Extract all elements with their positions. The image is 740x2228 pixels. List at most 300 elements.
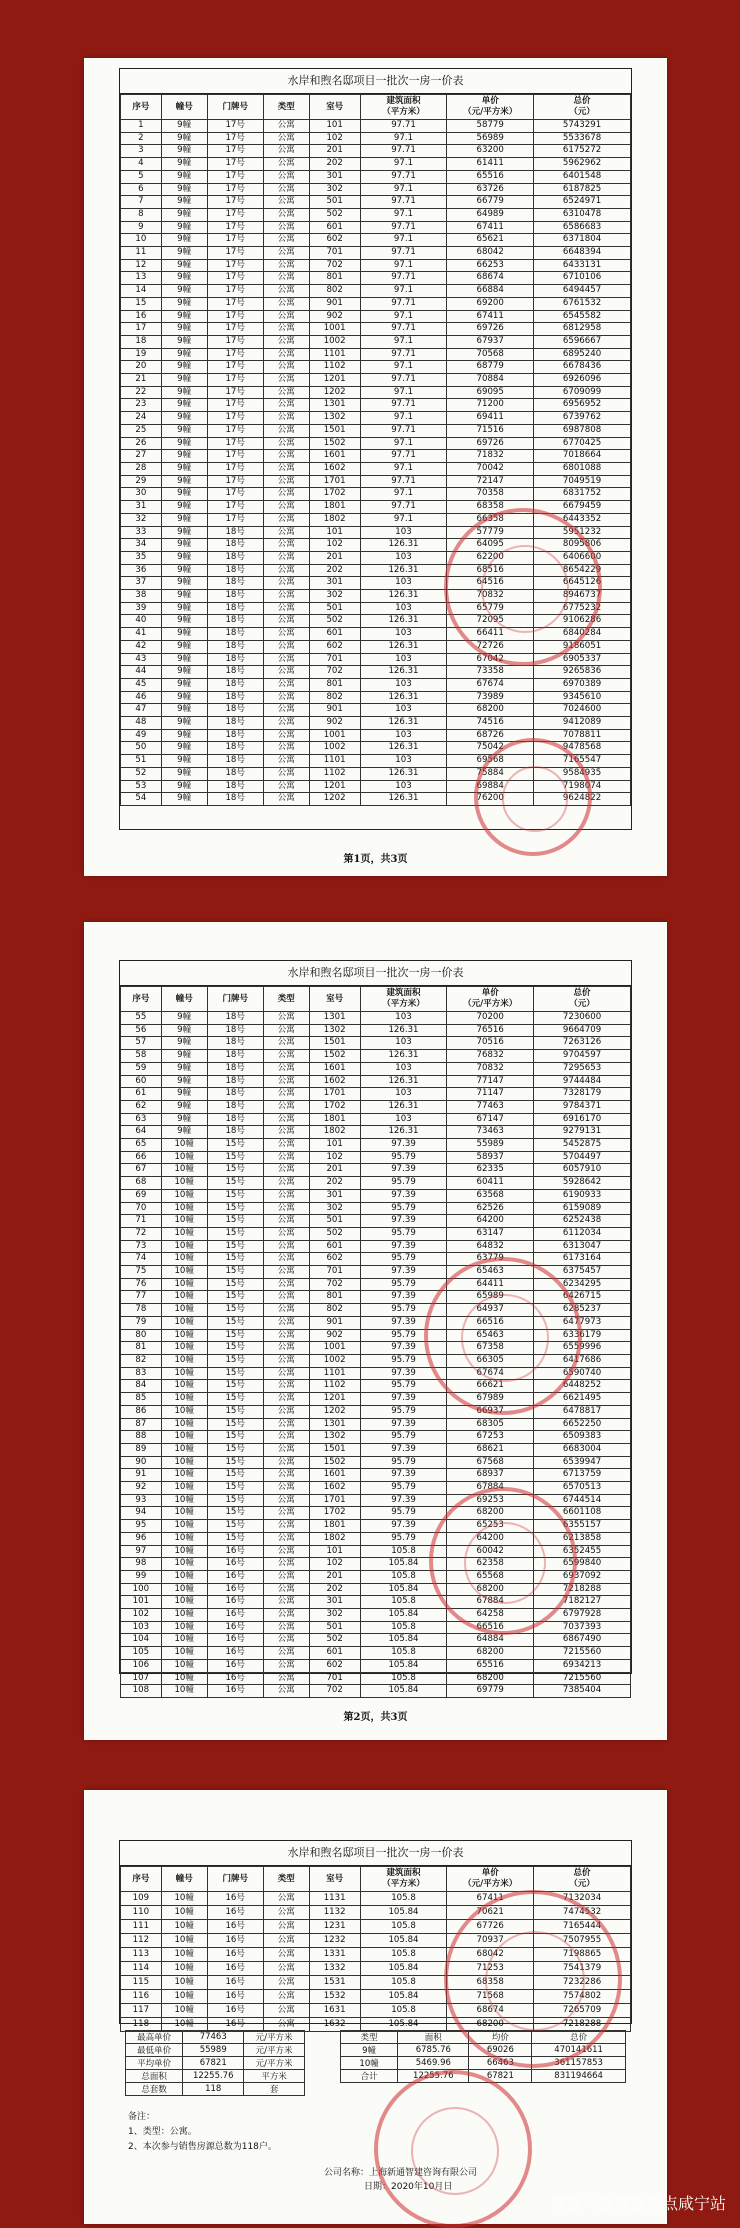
table-cell: 64200 bbox=[447, 1215, 534, 1228]
table-cell: 78 bbox=[120, 1304, 161, 1317]
table-cell: 67726 bbox=[447, 1920, 534, 1934]
table-cell: 15号 bbox=[207, 1367, 263, 1380]
table-cell: 97.39 bbox=[360, 1189, 447, 1202]
table-cell: 1302 bbox=[309, 1431, 360, 1444]
table-cell: 95.79 bbox=[360, 1354, 447, 1367]
table-cell: 105.8 bbox=[360, 1892, 447, 1906]
table-cell: 10幢 bbox=[161, 1920, 207, 1934]
table-cell: 1802 bbox=[309, 1126, 360, 1139]
summary-row bbox=[126, 2031, 305, 2044]
table-cell: 17号 bbox=[207, 297, 263, 310]
table-cell: 201 bbox=[309, 145, 360, 158]
table-cell: 502 bbox=[309, 208, 360, 221]
table-cell: 9幢 bbox=[161, 1075, 207, 1088]
table-row bbox=[120, 437, 630, 450]
table-cell: 34 bbox=[120, 539, 161, 552]
table-cell: 97.71 bbox=[360, 221, 447, 234]
table-cell: 602 bbox=[309, 234, 360, 247]
table-cell: 97.1 bbox=[360, 335, 447, 348]
table-cell: 105.8 bbox=[360, 1948, 447, 1962]
table-cell: 1502 bbox=[309, 437, 360, 450]
table-cell: 7018664 bbox=[534, 450, 631, 463]
table-cell: 103 bbox=[360, 678, 447, 691]
table-cell: 18号 bbox=[207, 691, 263, 704]
table-cell: 105.84 bbox=[360, 1558, 447, 1571]
column-header: 门牌号 bbox=[207, 95, 263, 120]
table-cell: 15号 bbox=[207, 1469, 263, 1482]
table-cell: 601 bbox=[309, 1240, 360, 1253]
table-row bbox=[120, 132, 630, 145]
table-row bbox=[120, 742, 630, 755]
table-cell: 64989 bbox=[447, 208, 534, 221]
table-header-row bbox=[120, 95, 630, 120]
table-cell: 9幢 bbox=[161, 564, 207, 577]
table-cell: 公寓 bbox=[263, 247, 309, 260]
summary-row bbox=[126, 2070, 305, 2083]
table-cell: 93 bbox=[120, 1494, 161, 1507]
table-cell: 79 bbox=[120, 1316, 161, 1329]
table-cell: 50 bbox=[120, 742, 161, 755]
table-cell: 9186051 bbox=[534, 640, 631, 653]
table-cell: 126.31 bbox=[360, 691, 447, 704]
table-cell: 公寓 bbox=[263, 755, 309, 768]
table-cell: 9幢 bbox=[161, 551, 207, 564]
table-cell: 74516 bbox=[447, 717, 534, 730]
table-cell: 1201 bbox=[309, 374, 360, 387]
table-cell: 10幢 bbox=[161, 1151, 207, 1164]
table-cell: 5962962 bbox=[534, 158, 631, 171]
table-cell: 97.39 bbox=[360, 1443, 447, 1456]
page-footer: 第2页，共3页 bbox=[343, 1712, 408, 1723]
table-cell: 302 bbox=[309, 1609, 360, 1622]
table-cell: 1301 bbox=[309, 399, 360, 412]
table-cell: 69779 bbox=[447, 1685, 534, 1698]
table-cell: 126.31 bbox=[360, 640, 447, 653]
table-cell: 17号 bbox=[207, 361, 263, 374]
table-cell: 902 bbox=[309, 717, 360, 730]
table-cell: 95.79 bbox=[360, 1532, 447, 1545]
summary-left-table bbox=[125, 2030, 305, 2096]
table-row bbox=[120, 501, 630, 514]
table-cell: 902 bbox=[309, 310, 360, 323]
table-cell: 75042 bbox=[447, 742, 534, 755]
table-row bbox=[120, 145, 630, 158]
table-cell: 105.8 bbox=[360, 1976, 447, 1990]
table-row bbox=[120, 1024, 630, 1037]
table-cell: 68516 bbox=[447, 564, 534, 577]
table-cell: 15号 bbox=[207, 1380, 263, 1393]
table-cell: 126.31 bbox=[360, 666, 447, 679]
column-header: 序号 bbox=[120, 987, 161, 1012]
table-cell: 7215560 bbox=[534, 1672, 631, 1685]
table-row bbox=[120, 767, 630, 780]
table-cell: 9幢 bbox=[161, 1024, 207, 1037]
table-cell: 17号 bbox=[207, 183, 263, 196]
table-cell: 97.71 bbox=[360, 323, 447, 336]
table-cell: 17号 bbox=[207, 437, 263, 450]
table-cell: 103 bbox=[360, 1037, 447, 1050]
table-row bbox=[120, 1113, 630, 1126]
table-cell: 62200 bbox=[447, 551, 534, 564]
table-cell: 601 bbox=[309, 221, 360, 234]
table-cell: 27 bbox=[120, 450, 161, 463]
table-row bbox=[120, 221, 630, 234]
table-cell: 66358 bbox=[447, 513, 534, 526]
table-cell: 126.31 bbox=[360, 539, 447, 552]
summary-cell: 9幢 bbox=[341, 2044, 398, 2057]
table-cell: 18号 bbox=[207, 539, 263, 552]
table-cell: 9664709 bbox=[534, 1024, 631, 1037]
table-cell: 24 bbox=[120, 412, 161, 425]
table-cell: 公寓 bbox=[263, 132, 309, 145]
table-cell: 18号 bbox=[207, 1100, 263, 1113]
table-cell: 66884 bbox=[447, 285, 534, 298]
table-row bbox=[120, 1088, 630, 1101]
table-cell: 801 bbox=[309, 272, 360, 285]
table-cell: 17号 bbox=[207, 285, 263, 298]
document-title: 水岸和煦名邸项目一批次一房一价表 bbox=[120, 69, 631, 94]
table-cell: 105.84 bbox=[360, 1906, 447, 1920]
table-cell: 105.84 bbox=[360, 1609, 447, 1622]
table-cell: 1701 bbox=[309, 1088, 360, 1101]
table-cell: 公寓 bbox=[263, 1126, 309, 1139]
table-row bbox=[120, 1126, 630, 1139]
table-cell: 71147 bbox=[447, 1088, 534, 1101]
table-row bbox=[120, 1976, 630, 1990]
table-cell: 7574802 bbox=[534, 1990, 631, 2004]
table-cell: 9幢 bbox=[161, 450, 207, 463]
table-row bbox=[120, 475, 630, 488]
table-cell: 301 bbox=[309, 1596, 360, 1609]
table-cell: 102 bbox=[309, 1558, 360, 1571]
table-cell: 公寓 bbox=[263, 1354, 309, 1367]
table-row bbox=[120, 1164, 630, 1177]
table-cell: 15号 bbox=[207, 1304, 263, 1317]
column-header: 总价 （元） bbox=[534, 95, 631, 120]
table-cell: 62 bbox=[120, 1100, 161, 1113]
table-cell: 26 bbox=[120, 437, 161, 450]
column-header: 类型 bbox=[263, 987, 309, 1012]
table-cell: 10幢 bbox=[161, 1278, 207, 1291]
table-cell: 公寓 bbox=[263, 196, 309, 209]
table-cell: 9784371 bbox=[534, 1100, 631, 1113]
table-cell: 10幢 bbox=[161, 1634, 207, 1647]
table-cell: 103 bbox=[360, 653, 447, 666]
table-cell: 6187825 bbox=[534, 183, 631, 196]
table-cell: 105.84 bbox=[360, 1659, 447, 1672]
table-cell: 73 bbox=[120, 1240, 161, 1253]
table-cell: 52 bbox=[120, 767, 161, 780]
table-cell: 1332 bbox=[309, 1962, 360, 1976]
table-cell: 6477973 bbox=[534, 1316, 631, 1329]
table-cell: 97.39 bbox=[360, 1367, 447, 1380]
table-cell: 31 bbox=[120, 501, 161, 514]
table-cell: 10幢 bbox=[161, 1354, 207, 1367]
table-cell: 97.1 bbox=[360, 310, 447, 323]
column-header: 室号 bbox=[309, 95, 360, 120]
table-cell: 10幢 bbox=[161, 1532, 207, 1545]
table-cell: 65779 bbox=[447, 602, 534, 615]
table-row bbox=[120, 1583, 630, 1596]
table-cell: 29 bbox=[120, 475, 161, 488]
table-cell: 公寓 bbox=[263, 1545, 309, 1558]
table-cell: 10幢 bbox=[161, 1316, 207, 1329]
table-cell: 公寓 bbox=[263, 386, 309, 399]
table-cell: 96 bbox=[120, 1532, 161, 1545]
table-cell: 101 bbox=[309, 1139, 360, 1152]
table-cell: 97.71 bbox=[360, 424, 447, 437]
table-cell: 66516 bbox=[447, 1621, 534, 1634]
table-cell: 105.84 bbox=[360, 2018, 447, 2032]
table-cell: 103 bbox=[360, 704, 447, 717]
table-cell: 302 bbox=[309, 590, 360, 603]
table-cell: 106 bbox=[120, 1659, 161, 1672]
table-cell: 9幢 bbox=[161, 272, 207, 285]
table-cell: 15号 bbox=[207, 1227, 263, 1240]
table-cell: 公寓 bbox=[263, 767, 309, 780]
table-cell: 18号 bbox=[207, 755, 263, 768]
table-row bbox=[120, 386, 630, 399]
table-cell: 1302 bbox=[309, 412, 360, 425]
table-cell: 9279131 bbox=[534, 1126, 631, 1139]
table-cell: 701 bbox=[309, 1266, 360, 1279]
table-cell: 15号 bbox=[207, 1202, 263, 1215]
table-cell: 18号 bbox=[207, 564, 263, 577]
table-cell: 10幢 bbox=[161, 1647, 207, 1660]
table-cell: 10幢 bbox=[161, 1202, 207, 1215]
table-cell: 18号 bbox=[207, 628, 263, 641]
table-cell: 64258 bbox=[447, 1609, 534, 1622]
table-cell: 95.79 bbox=[360, 1304, 447, 1317]
table-cell: 18号 bbox=[207, 602, 263, 615]
table-cell: 1101 bbox=[309, 1367, 360, 1380]
table-cell: 67411 bbox=[447, 1892, 534, 1906]
table-cell: 105.84 bbox=[360, 1634, 447, 1647]
table-cell: 6159089 bbox=[534, 1202, 631, 1215]
table-cell: 公寓 bbox=[263, 1443, 309, 1456]
table-row bbox=[120, 640, 630, 653]
table-cell: 6840284 bbox=[534, 628, 631, 641]
table-cell: 70568 bbox=[447, 348, 534, 361]
table-row bbox=[120, 1329, 630, 1342]
table-cell: 9106286 bbox=[534, 615, 631, 628]
table-row bbox=[120, 1558, 630, 1571]
summary-cell: 118 bbox=[183, 2083, 244, 2096]
table-cell: 18号 bbox=[207, 780, 263, 793]
table-cell: 35 bbox=[120, 551, 161, 564]
table-cell: 16号 bbox=[207, 1634, 263, 1647]
table-cell: 6937092 bbox=[534, 1570, 631, 1583]
table-cell: 63147 bbox=[447, 1227, 534, 1240]
table-cell: 6559996 bbox=[534, 1342, 631, 1355]
table-cell: 9幢 bbox=[161, 1062, 207, 1075]
table-cell: 公寓 bbox=[263, 120, 309, 133]
table-cell: 1101 bbox=[309, 755, 360, 768]
table-cell: 1501 bbox=[309, 1037, 360, 1050]
table-cell: 公寓 bbox=[263, 221, 309, 234]
table-cell: 17号 bbox=[207, 513, 263, 526]
price-table bbox=[120, 1866, 631, 2032]
table-cell: 6683004 bbox=[534, 1443, 631, 1456]
summary-cell: 55989 bbox=[183, 2044, 244, 2057]
official-seal bbox=[374, 2070, 532, 2228]
table-cell: 10幢 bbox=[161, 1405, 207, 1418]
table-cell: 公寓 bbox=[263, 1672, 309, 1685]
table-cell: 70621 bbox=[447, 1906, 534, 1920]
table-cell: 16号 bbox=[207, 1545, 263, 1558]
table-cell: 1532 bbox=[309, 1990, 360, 2004]
table-row bbox=[120, 196, 630, 209]
table-cell: 公寓 bbox=[263, 1037, 309, 1050]
summary-cell: 套 bbox=[244, 2083, 305, 2096]
note-item: 2、本次参与销售房源总数为118户。 bbox=[128, 2142, 277, 2152]
table-cell: 9幢 bbox=[161, 208, 207, 221]
summary-cell: 12255.76 bbox=[398, 2070, 469, 2083]
table-cell: 105.8 bbox=[360, 1621, 447, 1634]
table-row bbox=[120, 1050, 630, 1063]
table-cell: 公寓 bbox=[263, 1948, 309, 1962]
table-row bbox=[120, 1227, 630, 1240]
table-row bbox=[120, 666, 630, 679]
table-row bbox=[120, 1596, 630, 1609]
table-cell: 23 bbox=[120, 399, 161, 412]
column-header: 序号 bbox=[120, 95, 161, 120]
table-cell: 15号 bbox=[207, 1139, 263, 1152]
table-cell: 1201 bbox=[309, 1393, 360, 1406]
table-cell: 16号 bbox=[207, 1685, 263, 1698]
table-cell: 97.71 bbox=[360, 120, 447, 133]
table-cell: 9幢 bbox=[161, 399, 207, 412]
table-cell: 1531 bbox=[309, 1976, 360, 1990]
table-cell: 68042 bbox=[447, 1948, 534, 1962]
table-cell: 97.1 bbox=[360, 412, 447, 425]
table-cell: 102 bbox=[309, 132, 360, 145]
table-row bbox=[120, 1685, 630, 1698]
table-cell: 97.71 bbox=[360, 272, 447, 285]
table-cell: 1501 bbox=[309, 424, 360, 437]
table-cell: 38 bbox=[120, 590, 161, 603]
table-cell: 1702 bbox=[309, 1100, 360, 1113]
table-row bbox=[120, 361, 630, 374]
table-cell: 9幢 bbox=[161, 475, 207, 488]
table-cell: 65463 bbox=[447, 1266, 534, 1279]
company-date: 日期：2020年10月日 bbox=[364, 2182, 453, 2192]
table-cell: 67674 bbox=[447, 678, 534, 691]
table-cell: 4 bbox=[120, 158, 161, 171]
table-cell: 7182127 bbox=[534, 1596, 631, 1609]
table-cell: 7215560 bbox=[534, 1647, 631, 1660]
table-row bbox=[120, 1354, 630, 1367]
table-row bbox=[120, 120, 630, 133]
table-cell: 69095 bbox=[447, 386, 534, 399]
column-header: 门牌号 bbox=[207, 1867, 263, 1892]
table-cell: 64884 bbox=[447, 1634, 534, 1647]
table-cell: 6406600 bbox=[534, 551, 631, 564]
table-cell: 17号 bbox=[207, 501, 263, 514]
table-cell: 701 bbox=[309, 1672, 360, 1685]
table-cell: 112 bbox=[120, 1934, 161, 1948]
table-cell: 97.71 bbox=[360, 450, 447, 463]
table-cell: 1102 bbox=[309, 1380, 360, 1393]
table-cell: 6590740 bbox=[534, 1367, 631, 1380]
table-cell: 71516 bbox=[447, 424, 534, 437]
summary-cell: 元/平方米 bbox=[244, 2057, 305, 2070]
table-cell: 103 bbox=[360, 602, 447, 615]
summary-cell: 面积 bbox=[398, 2031, 469, 2044]
table-cell: 2 bbox=[120, 132, 161, 145]
table-cell: 公寓 bbox=[263, 1189, 309, 1202]
table-cell: 64095 bbox=[447, 539, 534, 552]
table-cell: 9幢 bbox=[161, 691, 207, 704]
table-cell: 10幢 bbox=[161, 1189, 207, 1202]
table-cell: 66937 bbox=[447, 1405, 534, 1418]
table-cell: 16号 bbox=[207, 2018, 263, 2032]
table-cell: 71 bbox=[120, 1215, 161, 1228]
table-row bbox=[120, 1367, 630, 1380]
table-row bbox=[120, 374, 630, 387]
column-header: 单价 （元/平方米） bbox=[447, 987, 534, 1012]
table-cell: 14 bbox=[120, 285, 161, 298]
table-cell: 17号 bbox=[207, 399, 263, 412]
table-cell: 97.39 bbox=[360, 1266, 447, 1279]
table-row bbox=[120, 348, 630, 361]
summary-cell: 361157853 bbox=[532, 2057, 626, 2070]
table-cell: 202 bbox=[309, 1583, 360, 1596]
table-cell: 902 bbox=[309, 1329, 360, 1342]
table-cell: 7541379 bbox=[534, 1962, 631, 1976]
table-cell: 66305 bbox=[447, 1354, 534, 1367]
table-row bbox=[120, 1469, 630, 1482]
summary-cell: 类型 bbox=[341, 2031, 398, 2044]
table-cell: 6478817 bbox=[534, 1405, 631, 1418]
table-row bbox=[120, 628, 630, 641]
table-cell: 66 bbox=[120, 1151, 161, 1164]
table-row bbox=[120, 1151, 630, 1164]
table-cell: 68042 bbox=[447, 247, 534, 260]
table-cell: 16号 bbox=[207, 1892, 263, 1906]
table-cell: 102 bbox=[309, 1151, 360, 1164]
table-cell: 33 bbox=[120, 526, 161, 539]
table-cell: 6867490 bbox=[534, 1634, 631, 1647]
table-cell: 20 bbox=[120, 361, 161, 374]
table-cell: 73989 bbox=[447, 691, 534, 704]
table-cell: 9幢 bbox=[161, 437, 207, 450]
table-cell: 7474532 bbox=[534, 1906, 631, 1920]
table-cell: 302 bbox=[309, 183, 360, 196]
table-cell: 7507955 bbox=[534, 1934, 631, 1948]
summary-cell: 均价 bbox=[469, 2031, 532, 2044]
table-cell: 69200 bbox=[447, 297, 534, 310]
table-cell: 公寓 bbox=[263, 539, 309, 552]
table-cell: 6448252 bbox=[534, 1380, 631, 1393]
table-row bbox=[120, 615, 630, 628]
table-cell: 95.79 bbox=[360, 1380, 447, 1393]
table-cell: 公寓 bbox=[263, 272, 309, 285]
table-cell: 10幢 bbox=[161, 1431, 207, 1444]
table-cell: 6831752 bbox=[534, 488, 631, 501]
table-cell: 6775232 bbox=[534, 602, 631, 615]
table-cell: 97.71 bbox=[360, 170, 447, 183]
table-cell: 9幢 bbox=[161, 526, 207, 539]
column-header: 建筑面积 （平方米） bbox=[360, 1867, 447, 1892]
table-row bbox=[120, 2004, 630, 2018]
table-row bbox=[120, 1647, 630, 1660]
table-cell: 67358 bbox=[447, 1342, 534, 1355]
table-cell: 1632 bbox=[309, 2018, 360, 2032]
table-cell: 10幢 bbox=[161, 1342, 207, 1355]
table-cell: 18号 bbox=[207, 653, 263, 666]
table-cell: 67411 bbox=[447, 310, 534, 323]
